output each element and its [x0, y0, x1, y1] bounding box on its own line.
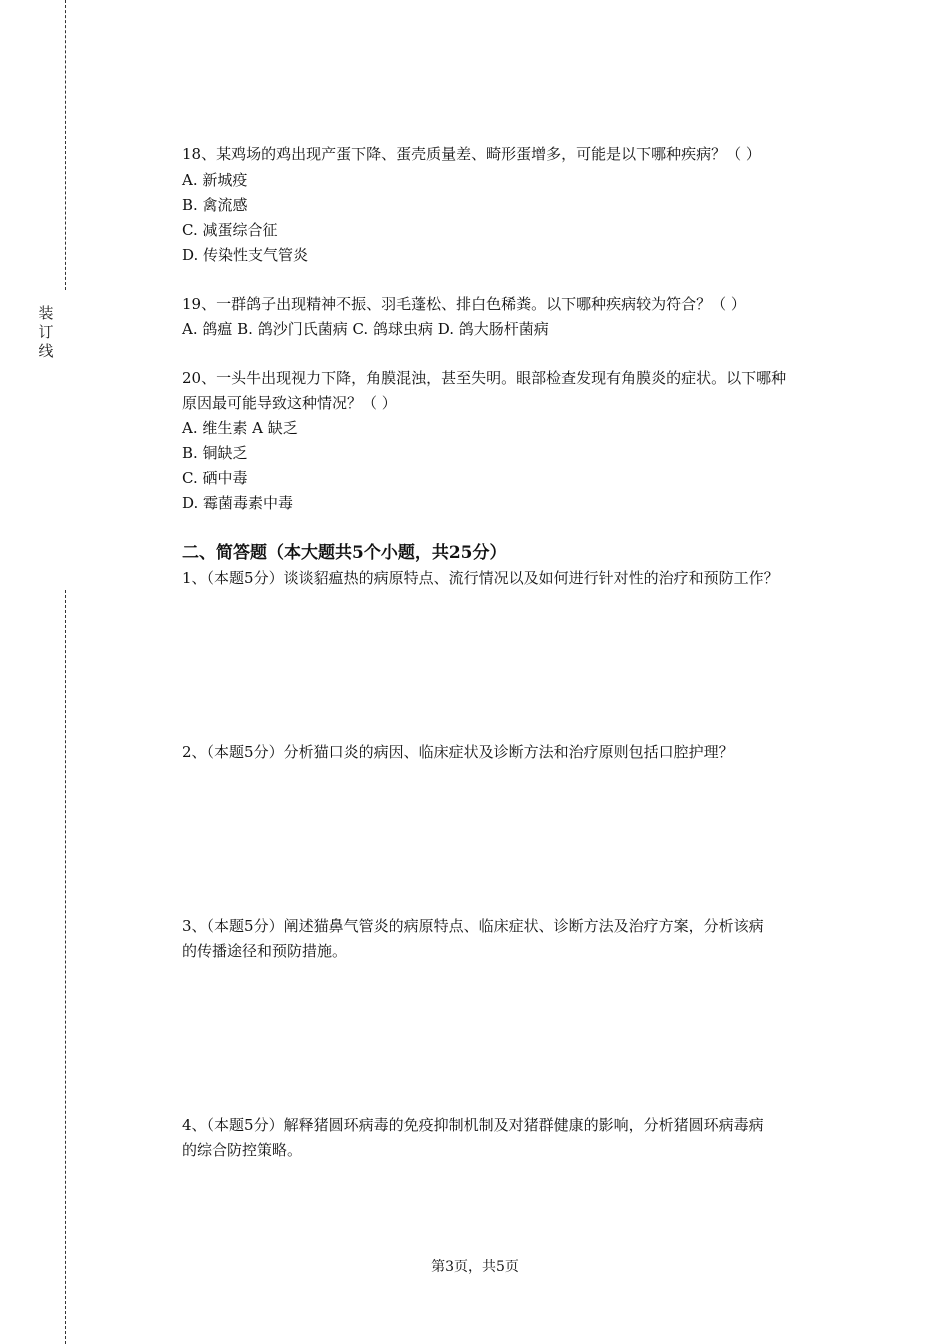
question-18-option-b: B. 禽流感 — [182, 196, 248, 214]
binding-dashed-line-bottom — [65, 590, 66, 1344]
binding-char: 装 — [38, 304, 54, 322]
question-20-option-c: C. 硒中毒 — [182, 469, 248, 487]
question-18-option-a: A. 新城疫 — [182, 171, 248, 189]
question-20-option-a: A. 维生素 A 缺乏 — [182, 419, 298, 437]
section-2-heading: 二、简答题（本大题共5个小题，共25分） — [182, 543, 507, 563]
question-19-options: A. 鸽瘟 B. 鸽沙门氏菌病 C. 鸽球虫病 D. 鸽大肠杆菌病 — [182, 320, 549, 338]
binding-char: 线 — [38, 342, 54, 360]
binding-dashed-line-top — [65, 0, 66, 290]
short-answer-q4-line1: 4、（本题5分）解释猪圆环病毒的免疫抑制机制及对猪群健康的影响，分析猪圆环病毒病 — [182, 1116, 764, 1134]
page-number-footer: 第3页，共5页 — [431, 1259, 519, 1275]
question-20-option-d: D. 霉菌毒素中毒 — [182, 494, 294, 512]
question-20-stem-line2: 原因最可能导致这种情况？（ ） — [182, 394, 397, 412]
short-answer-q1: 1、（本题5分）谈谈貂瘟热的病原特点、流行情况以及如何进行针对性的治疗和预防工作？ — [182, 569, 779, 587]
short-answer-q3-line2: 的传播途径和预防措施。 — [182, 942, 348, 960]
question-20-option-b: B. 铜缺乏 — [182, 444, 248, 462]
short-answer-q2: 2、（本题5分）分析猫口炎的病因、临床症状及诊断方法和治疗原则包括口腔护理？ — [182, 743, 734, 761]
question-18-stem: 18、某鸡场的鸡出现产蛋下降、蛋壳质量差、畸形蛋增多，可能是以下哪种疾病？（ ） — [182, 145, 761, 163]
short-answer-q3-line1: 3、（本题5分）阐述猫鼻气管炎的病原特点、临床症状、诊断方法及治疗方案，分析该病 — [182, 917, 764, 935]
question-18-option-d: D. 传染性支气管炎 — [182, 246, 309, 264]
binding-char: 订 — [38, 323, 54, 341]
question-19-stem: 19、一群鸽子出现精神不振、羽毛蓬松、排白色稀粪。以下哪种疾病较为符合？（ ） — [182, 295, 746, 313]
question-20-stem-line1: 20、一头牛出现视力下降，角膜混浊，甚至失明。眼部检查发现有角膜炎的症状。以下哪种 — [182, 369, 787, 387]
binding-label — [37, 304, 55, 361]
short-answer-q4-line2: 的综合防控策略。 — [182, 1141, 303, 1159]
question-18-option-c: C. 减蛋综合征 — [182, 221, 278, 239]
